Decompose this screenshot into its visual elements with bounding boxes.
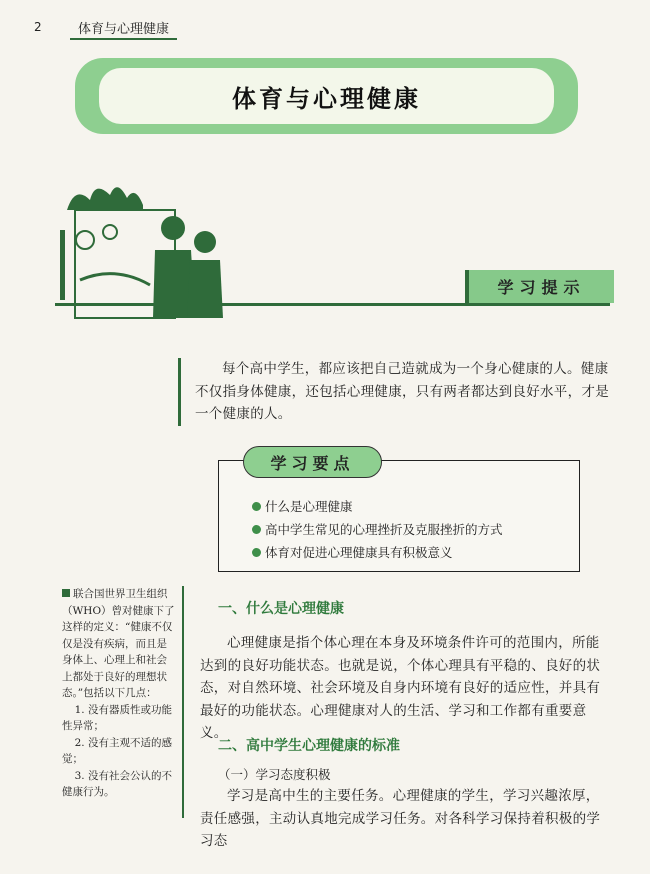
key-point-item: 高中学生常见的心理挫折及克服挫折的方式 — [252, 520, 503, 538]
runners-illustration — [55, 180, 230, 320]
sidebar-note-point: 3. 没有社会公认的不健康行为。 — [62, 769, 172, 798]
bullet-icon — [252, 548, 261, 557]
section-paragraph: 学习是高中生的主要任务。心理健康的学生，学习兴趣浓厚，责任感强，主动认真地完成学习任务。对各科学习保持着积极的学习态 — [200, 788, 601, 849]
page-number: 2 — [34, 20, 42, 34]
sidebar-note-intro: 联合国世界卫生组织（WHO）曾对健康下了这样的定义：“健康不仅仅是没有疾病，而且是身体上、心理上和社会上都处于良好的理想状态。”包括以下几点： — [62, 588, 175, 699]
chapter-title: 体育与心理健康 — [99, 68, 554, 124]
sidebar-note-point: 1. 没有器质性或功能性异常； — [62, 703, 172, 732]
section-heading: 一、什么是心理健康 — [218, 601, 344, 617]
sidebar-note-point: 2. 没有主观不适的感觉； — [62, 736, 172, 765]
key-point-item: 体育对促进心理健康具有积极意义 — [252, 543, 453, 561]
sidebar-rule — [182, 586, 184, 818]
running-title: 体育与心理健康 — [70, 17, 177, 40]
bullet-icon — [252, 525, 261, 534]
key-point-item: 什么是心理健康 — [252, 497, 353, 515]
section-paragraph: 心理健康是指个体心理在本身及环境条件许可的范围内，所能达到的良好功能状态。也就是说，个体心理具有平稳的、良好的状态，对自然环境、社会环境及自身内环境有良好的适应性，并具有最好的功能状态。心理健康对人的生活、学习和工作都有重要意义。 — [200, 635, 601, 741]
square-bullet-icon — [62, 589, 70, 597]
study-hint-text: 每个高中学生，都应该把自己造就成为一个身心健康的人。健康不仅指身体健康，还包括心理健康，只有两者都达到良好水平，才是一个健康的人。 — [178, 358, 619, 426]
subsection-heading: （一）学习态度积极 — [218, 767, 331, 782]
section-divider — [55, 303, 610, 306]
study-hint-tab: 学习提示 — [465, 270, 614, 303]
sidebar-note — [62, 586, 177, 801]
chapter-title-banner — [75, 58, 578, 134]
key-points-tag: 学习要点 — [243, 446, 382, 478]
section-heading: 二、高中学生心理健康的标准 — [218, 738, 400, 754]
bullet-icon — [252, 502, 261, 511]
